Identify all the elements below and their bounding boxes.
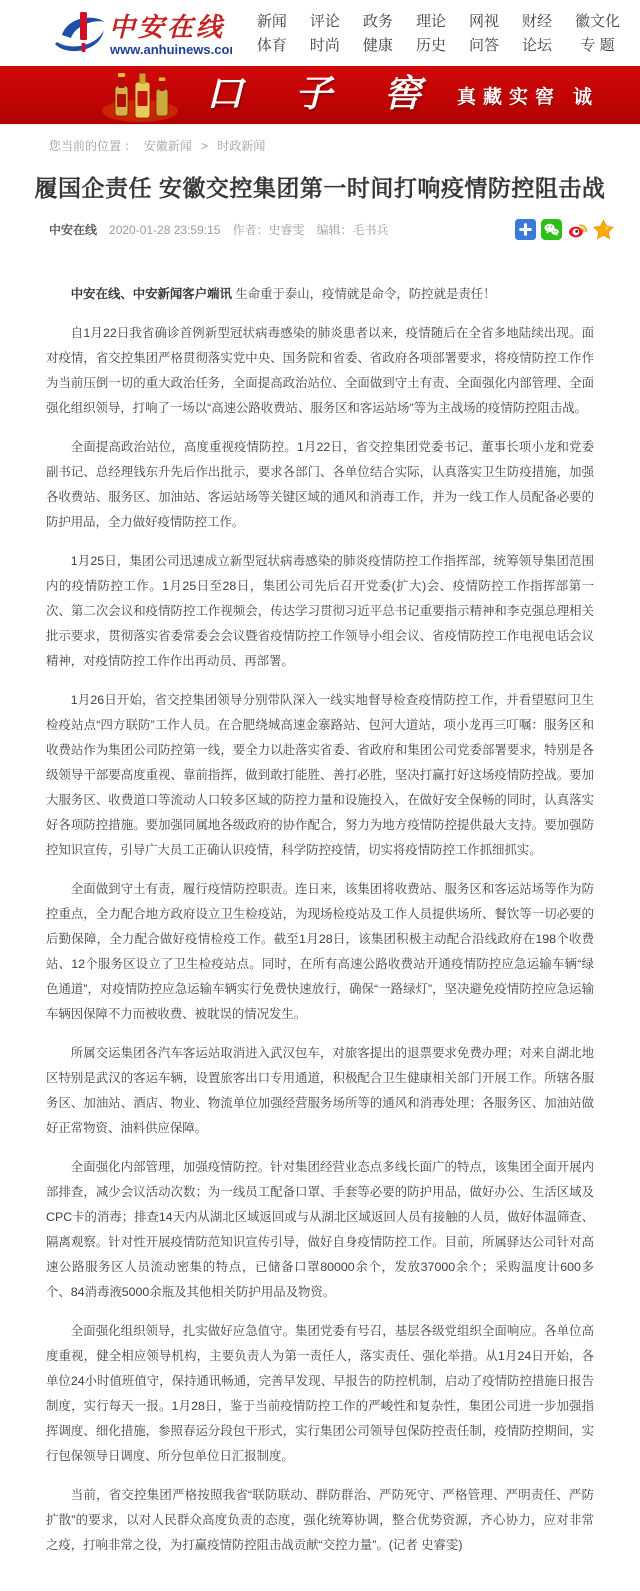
article-meta-row	[0, 204, 640, 240]
brand-char-zi: 子	[295, 74, 332, 115]
nav-link-sports[interactable]: 体育	[256, 37, 287, 54]
nav-link-gov[interactable]: 政务	[362, 13, 393, 30]
nav-link-qa[interactable]: 问答	[468, 37, 499, 54]
site-logo-graphic	[52, 5, 232, 59]
paragraph: 所属交运集团各汽车客运站取消进入武汉包车，对旅客提出的退票要求免费办理；对来自湖北地区特别是武汉的客运车辆，设置旅客出口专用通道，积极配合卫生健康相关部门开展工作。所辖各服务区、加油站、酒店、物业、物流单位加强经营服务场所等的通风和消毒处理；各服务区、加油站做好正常物资、油料供应保障。	[46, 1046, 594, 1136]
brand-char-kou: 口	[206, 74, 243, 115]
nav-link-finance[interactable]: 财经	[521, 13, 552, 30]
share-weibo-button[interactable]	[567, 219, 588, 240]
paragraph: 全面强化内部管理，加强疫情防控。针对集团经营业态点多线长面广的特点，该集团全面开展内部排查，减少会议活动次数；为一线员工配备口罩、手套等必要的防护用品，做好办公、生活区域及CPC卡的消毒；排查14天内从湖北区域返回或与从湖北区域返回人员有接触的人员，做好体温筛查、隔离观察。针对性开展疫情防范知识宣传引导，做好自身疫情防控工作。目前，所属驿达公司针对高速公路服务区人员流动密集的特点，已储备口罩80000余个，发放37000余个；采购温度计600多个、84消毒液5000余瓶及其他相关防护用品及物资。	[46, 1160, 594, 1300]
article-datetime: 2020-01-28 23:59:15	[109, 222, 221, 237]
nav-col-theory	[416, 10, 446, 58]
nav-link-special[interactable]: 专 题	[580, 37, 615, 54]
article-body	[0, 240, 640, 1588]
paragraph: 1月26日开始，省交控集团领导分别带队深入一线实地督导检查疫情防控工作，并看望慰问卫生检疫站点“四方联防”工作人员。在合肥绕城高速金寨路站、包河大道站，项小龙再三叮嘱：服务区和收费站作为集团公司防控第一线，要全力以赴落实省委、省政府和集团公司党委部署要求，特别是各级领导干部要高度重视、靠前指挥，做到敢打能胜、善打必胜，坚决打赢打好这场疫情防控战。要加大服务区、收费道口等流动人口较多区域的防控力量和设施投入，在做好安全保畅的同时，认真落实好各项防控措施。要加强同属地各级政府的协作配合，努力为地方疫情防控提供最大支持。要加强防控知识宣传，引导广大员工正确认识疫情，科学防控疫情，切实将疫情防控工作抓细抓实。	[46, 693, 594, 858]
liquor-bottles-image	[100, 67, 180, 123]
site-name-text: 中安在线	[109, 12, 226, 42]
ad-banner-content	[0, 66, 640, 124]
breadcrumb-label: 您当前的位置 ：	[49, 139, 137, 153]
breadcrumb-link-politics-news[interactable]: 时政新闻	[217, 139, 266, 153]
article-author: 作者：史睿雯	[232, 223, 305, 238]
nav-col-finance	[522, 10, 552, 58]
nav-col-gov	[363, 10, 393, 58]
ad-tagline-suffix: 诚	[573, 86, 593, 108]
nav-link-fashion[interactable]: 时尚	[309, 37, 340, 54]
article-meta	[49, 221, 388, 238]
nav-link-theory[interactable]: 理论	[415, 13, 446, 30]
brand-char-jiao: 窖	[384, 74, 421, 115]
nav-col-culture	[575, 10, 620, 58]
site-url-text: www.anhuinews.com	[110, 41, 232, 57]
article-editor: 编辑：毛书兵	[316, 223, 389, 238]
nav-link-health[interactable]: 健康	[362, 37, 393, 54]
paragraph: 当前，省交控集团严格按照我省“联防联动、群防群治、严防死守、严格管理、严明责任、严防扩散”的要求，以对人民群众高度负责的态度，强化统筹协调，整合优势资源，齐心协力，应对非常之疫，打响非常之役，为打赢疫情防控阻击战贡献“交控力量”。(记者 史睿雯)	[46, 1488, 594, 1553]
nav-link-webtv[interactable]: 网视	[468, 13, 499, 30]
share-bar	[515, 219, 614, 240]
weibo-icon	[567, 219, 588, 240]
paragraph: 自1月22日我省确诊首例新型冠状病毒感染的肺炎患者以来，疫情随后在全省多地陆续出现。面对疫情，省交控集团严格贯彻落实党中央、国务院和省委、省政府各项部署要求，将疫情防控工作作为当前压倒一切的重大政治任务，全面提高政治站位、全面做到守土有责、全面强化内部管理、全面强化组织领导，打响了一场以“高速公路收费站、服务区和客运站场”等为主战场的疫情防控阻击战。	[46, 326, 594, 416]
nav-link-opinion[interactable]: 评论	[309, 13, 340, 30]
site-header	[0, 0, 640, 66]
nav-col-video	[469, 10, 499, 58]
lead-source-bold: 中安在线、中安新闻客户端讯	[70, 287, 232, 302]
wechat-icon	[541, 219, 562, 240]
nav-col-opinion	[310, 10, 340, 58]
ad-banner-kouzijiao[interactable]	[0, 66, 640, 124]
share-qzone-button[interactable]	[593, 219, 614, 240]
lead-paragraph	[46, 282, 594, 307]
nav-col-news	[257, 10, 287, 58]
star-icon	[593, 219, 614, 240]
breadcrumb-separator: >	[201, 139, 209, 153]
nav-link-news[interactable]: 新闻	[256, 13, 287, 30]
breadcrumb	[0, 124, 640, 158]
main-nav	[257, 10, 624, 58]
article-source: 中安在线	[49, 223, 98, 238]
share-more-button[interactable]	[515, 219, 536, 240]
nav-link-history[interactable]: 历史	[415, 37, 446, 54]
ad-tagline: 真藏实窖	[457, 86, 562, 108]
nav-link-culture[interactable]: 徽文化	[574, 13, 620, 30]
plus-icon	[515, 219, 536, 240]
share-wechat-button[interactable]	[541, 219, 562, 240]
paragraph: 1月25日，集团公司迅速成立新型冠状病毒感染的肺炎疫情防控工作指挥部，统筹领导集团范围内的疫情防控工作。1月25日至28日，集团公司先后召开党委(扩大)会、疫情防控工作指挥部第一次、第二次会议和疫情防控工作视频会，传达学习贯彻习近平总书记重要指示精神和李克强总理相关批示要求，贯彻落实省委常委会会议暨省疫情防控工作领导小组会议、省疫情防控工作电视电话会议精神，对疫情防控工作作出再动员、再部署。	[46, 554, 594, 669]
breadcrumb-link-anhui-news[interactable]: 安徽新闻	[143, 139, 192, 153]
nav-link-forum[interactable]: 论坛	[521, 37, 552, 54]
paragraph: 全面提高政治站位，高度重视疫情防控。1月22日，省交控集团党委书记、董事长项小龙和党委副书记、总经理钱东升先后作出批示，要求各部门、各单位结合实际，认真落实卫生防疫措施，加强各收费站、服务区、加油站、客运站场等关键区域的通风和消毒工作，并为一线工作人员配备必要的防护用品，全力做好疫情防控工作。	[46, 440, 594, 530]
article-title: 履国企责任 安徽交控集团第一时间打响疫情防控阻击战	[34, 175, 606, 201]
paragraph: 全面做到守土有责，履行疫情防控职责。连日来，该集团将收费站、服务区和客运站场等作为防控重点，全力配合地方政府设立卫生检疫站，为现场检疫站及工作人员提供场所、餐饮等一切必要的后勤保障，全力配合做好疫情检疫工作。截至1月28日，该集团积极主动配合沿线政府在198个收费站、12个服务区设立了卫生检疫站点。同时，在所有高速公路收费站开通疫情防控应急运输车辆“绿色通道”，对疫情防控应急运输车辆实行免费快速放行，确保“一路绿灯”，坚决避免疫情防控应急运输车辆因保障不力而被收费、被耽误的情况发生。	[46, 882, 594, 1022]
site-logo[interactable]	[52, 5, 232, 64]
lead-text: 生命重于泰山，疫情就是命令，防控就是责任！	[231, 287, 496, 302]
paragraph: 全面强化组织领导，扎实做好应急值守。集团党委有号召，基层各级党组织全面响应。各单位高度重视，健全相应领导机构，主要负责人为第一责任人，落实责任、强化举措。从1月24日开始，各单位24小时值班值守，保持通讯畅通，完善早发现、早报告的防控机制，启动了疫情防控措施日报告制度，实行每天一报。1月28日，鉴于当前疫情防控工作的严峻性和复杂性，集团公司进一步加强指挥调度、细化措施，参照春运分段包干形式，实行集团公司领导包保防控责任制，疫情防控期间，实行包保领导日调度、所分包单位日汇报制度。	[46, 1324, 594, 1464]
